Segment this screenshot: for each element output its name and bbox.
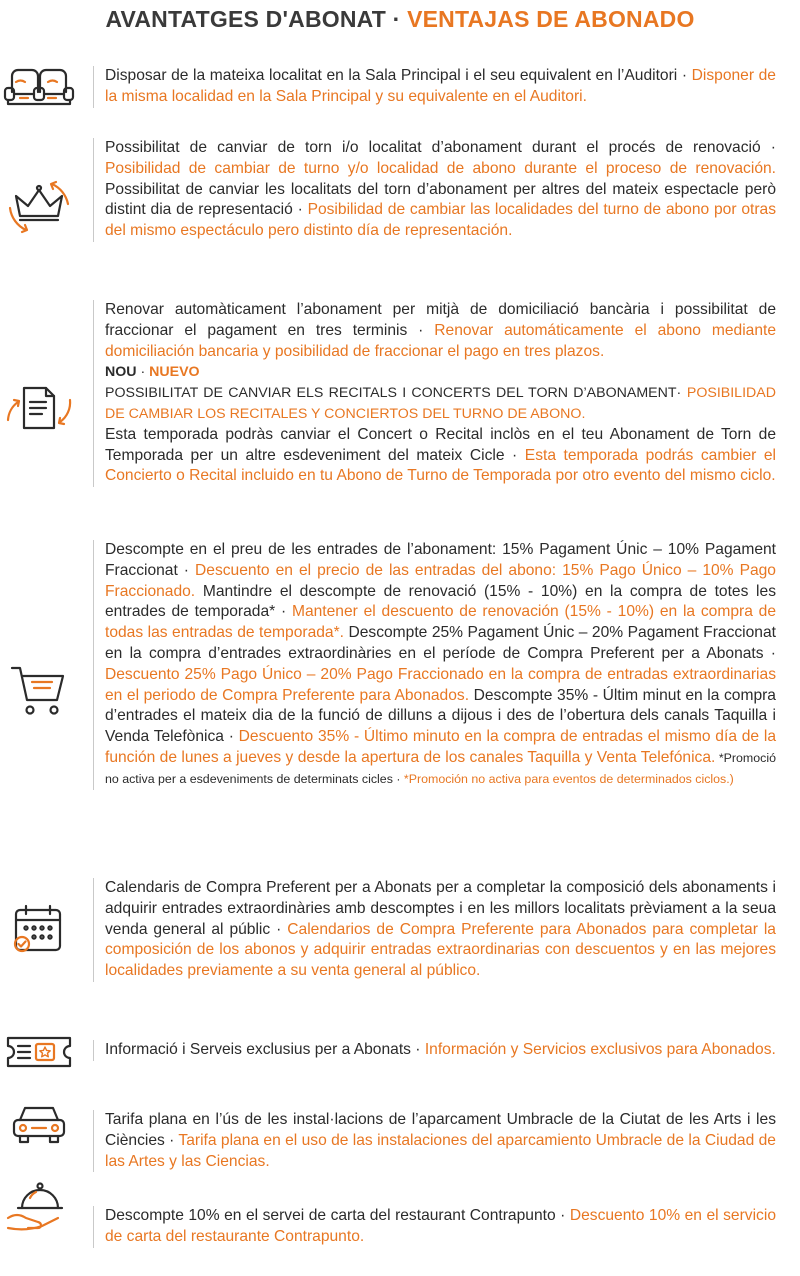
benefit-text: Disposar de la mateixa localitat en la Sala Principal i el seu equivalent en l’Auditori · Disponer de la misma localidad en la Sala Principal y su equivalente en el Auditori. (93, 66, 776, 108)
benefit-text: Calendaris de Compra Preferent per a Abonats per a completar la composició dels abonaments i adquirir entrades extraordinàries amb descomptes i en les millors localitats prèviament a la seua venda general al públic · Calendarios de Compra Preferente para Abonados para completar la composición de los abonos y adquirir entradas extraordinarias con descuentos y en las mejores localidades previamente a su venta general al público. (93, 878, 776, 982)
benefit-text: Descompte en el preu de les entrades de l’abonament: 15% Pagament Únic – 10% Pagament Fraccionat · Descuento en el precio de las entradas del abono: 15% Pago Único – 10% Pago Fraccionado. Mantindre el descompte de renovació (15% - 10%) en la compra de totes les entrades de temporada* · Mantener el descuento de renovación (15% - 10%) en la compra de todas las entradas de temporada*. Descompte 25% Pagament Únic – 20% Pagament Fraccionat en la compra d’entrades extraordinàries en el període de Compra Preferent per a Abonats · Descuento 25% Pago Único – 20% Pago Fraccionado en la compra de entradas extraordinarias en el periodo de Compra Preferente para Abonados. Descompte 35% - Últim minut en la compra d’entrades el mateix dia de la funció de dilluns a dijous i des de l’obertura dels canals Taquilla i Venda Telefònica · Descuento 35% - Último minuto en la compra de entradas el mismo día de la función de lunes a jueves y desde la apertura de los canales Taquilla y Venta Telefónica. *Promoció no activa per a esdeveniments de determinats cicles · *Promoción no activa para eventos de determinados ciclos.) (93, 540, 776, 790)
benefit-text: Renovar automàticament l’abonament per mitjà de domiciliació bancària i possibilitat de fraccionar el pagament en tres terminis · Renovar automáticamente el abono mediante domiciliación bancaria y posibilidad de fraccionar el pago en tres plazos. NOU · NUEVO POSSIBILITAT DE CANVIAR ELS RECITALS I CONCERTS DEL TORN D’ABONAMENT· POSIBILIDAD DE CAMBIAR LOS RECITALES Y CONCIERTOS DEL TURNO DE ABONO. Esta temporada podràs canviar el Concert o Recital inclòs en el teu Abonament de Torn de Temporada per un altre esdeveniment del mateix Cicle · Esta temporada podrás cambier el Concierto o Recital incluido en tu Abono de Turno de Temporada por otro evento del mismo ciclo. (93, 300, 776, 487)
benefit-text: Descompte 10% en el servei de carta del restaurant Contrapunto · Descuento 10% en el servicio de carta del restaurante Contrapunto. (93, 1206, 776, 1248)
title-spanish: VENTAJAS DE ABONADO (407, 6, 695, 32)
benefit-text: Tarifa plana en l’ús de les instal·lacions de l’aparcament Umbracle de la Ciutat de les Arts i les Ciències · Tarifa plana en el uso de las instalaciones del aparcamiento Umbracle de la Ciudad de las Artes y las Ciencias. (93, 1110, 776, 1172)
theater-seats-icon (2, 62, 76, 122)
new-badge-ca: NOU (105, 364, 137, 381)
shopping-cart-icon (2, 660, 76, 720)
calendar-check-icon (2, 900, 76, 960)
ticket-star-icon (2, 1022, 76, 1082)
food-cloche-icon (2, 1176, 76, 1236)
crown-exchange-icon (2, 178, 76, 238)
document-exchange-icon (2, 378, 76, 438)
benefit-text: Informació i Serveis exclusius per a Abonats · Información y Servicios exclusivos para Abonados. (93, 1040, 776, 1061)
page-title (0, 6, 800, 33)
benefit-text: Possibilitat de canviar de torn i/o localitat d’abonament durant el procés de renovació · Posibilidad de cambiar de turno y/o localidad de abono durante el proceso de renovación. Possibilitat de canviar les localitats del torn d’abonament per altres del mateix espectacle però distint dia de representació · Posibilidad de cambiar las localidades del turno de abono por otras del mismo espectáculo pero distinto día de representación. (93, 138, 776, 242)
new-badge-es: NUEVO (149, 364, 200, 381)
title-catalan: AVANTATGES D'ABONAT (105, 6, 387, 32)
car-icon (2, 1096, 76, 1156)
title-separator: · (386, 6, 408, 32)
